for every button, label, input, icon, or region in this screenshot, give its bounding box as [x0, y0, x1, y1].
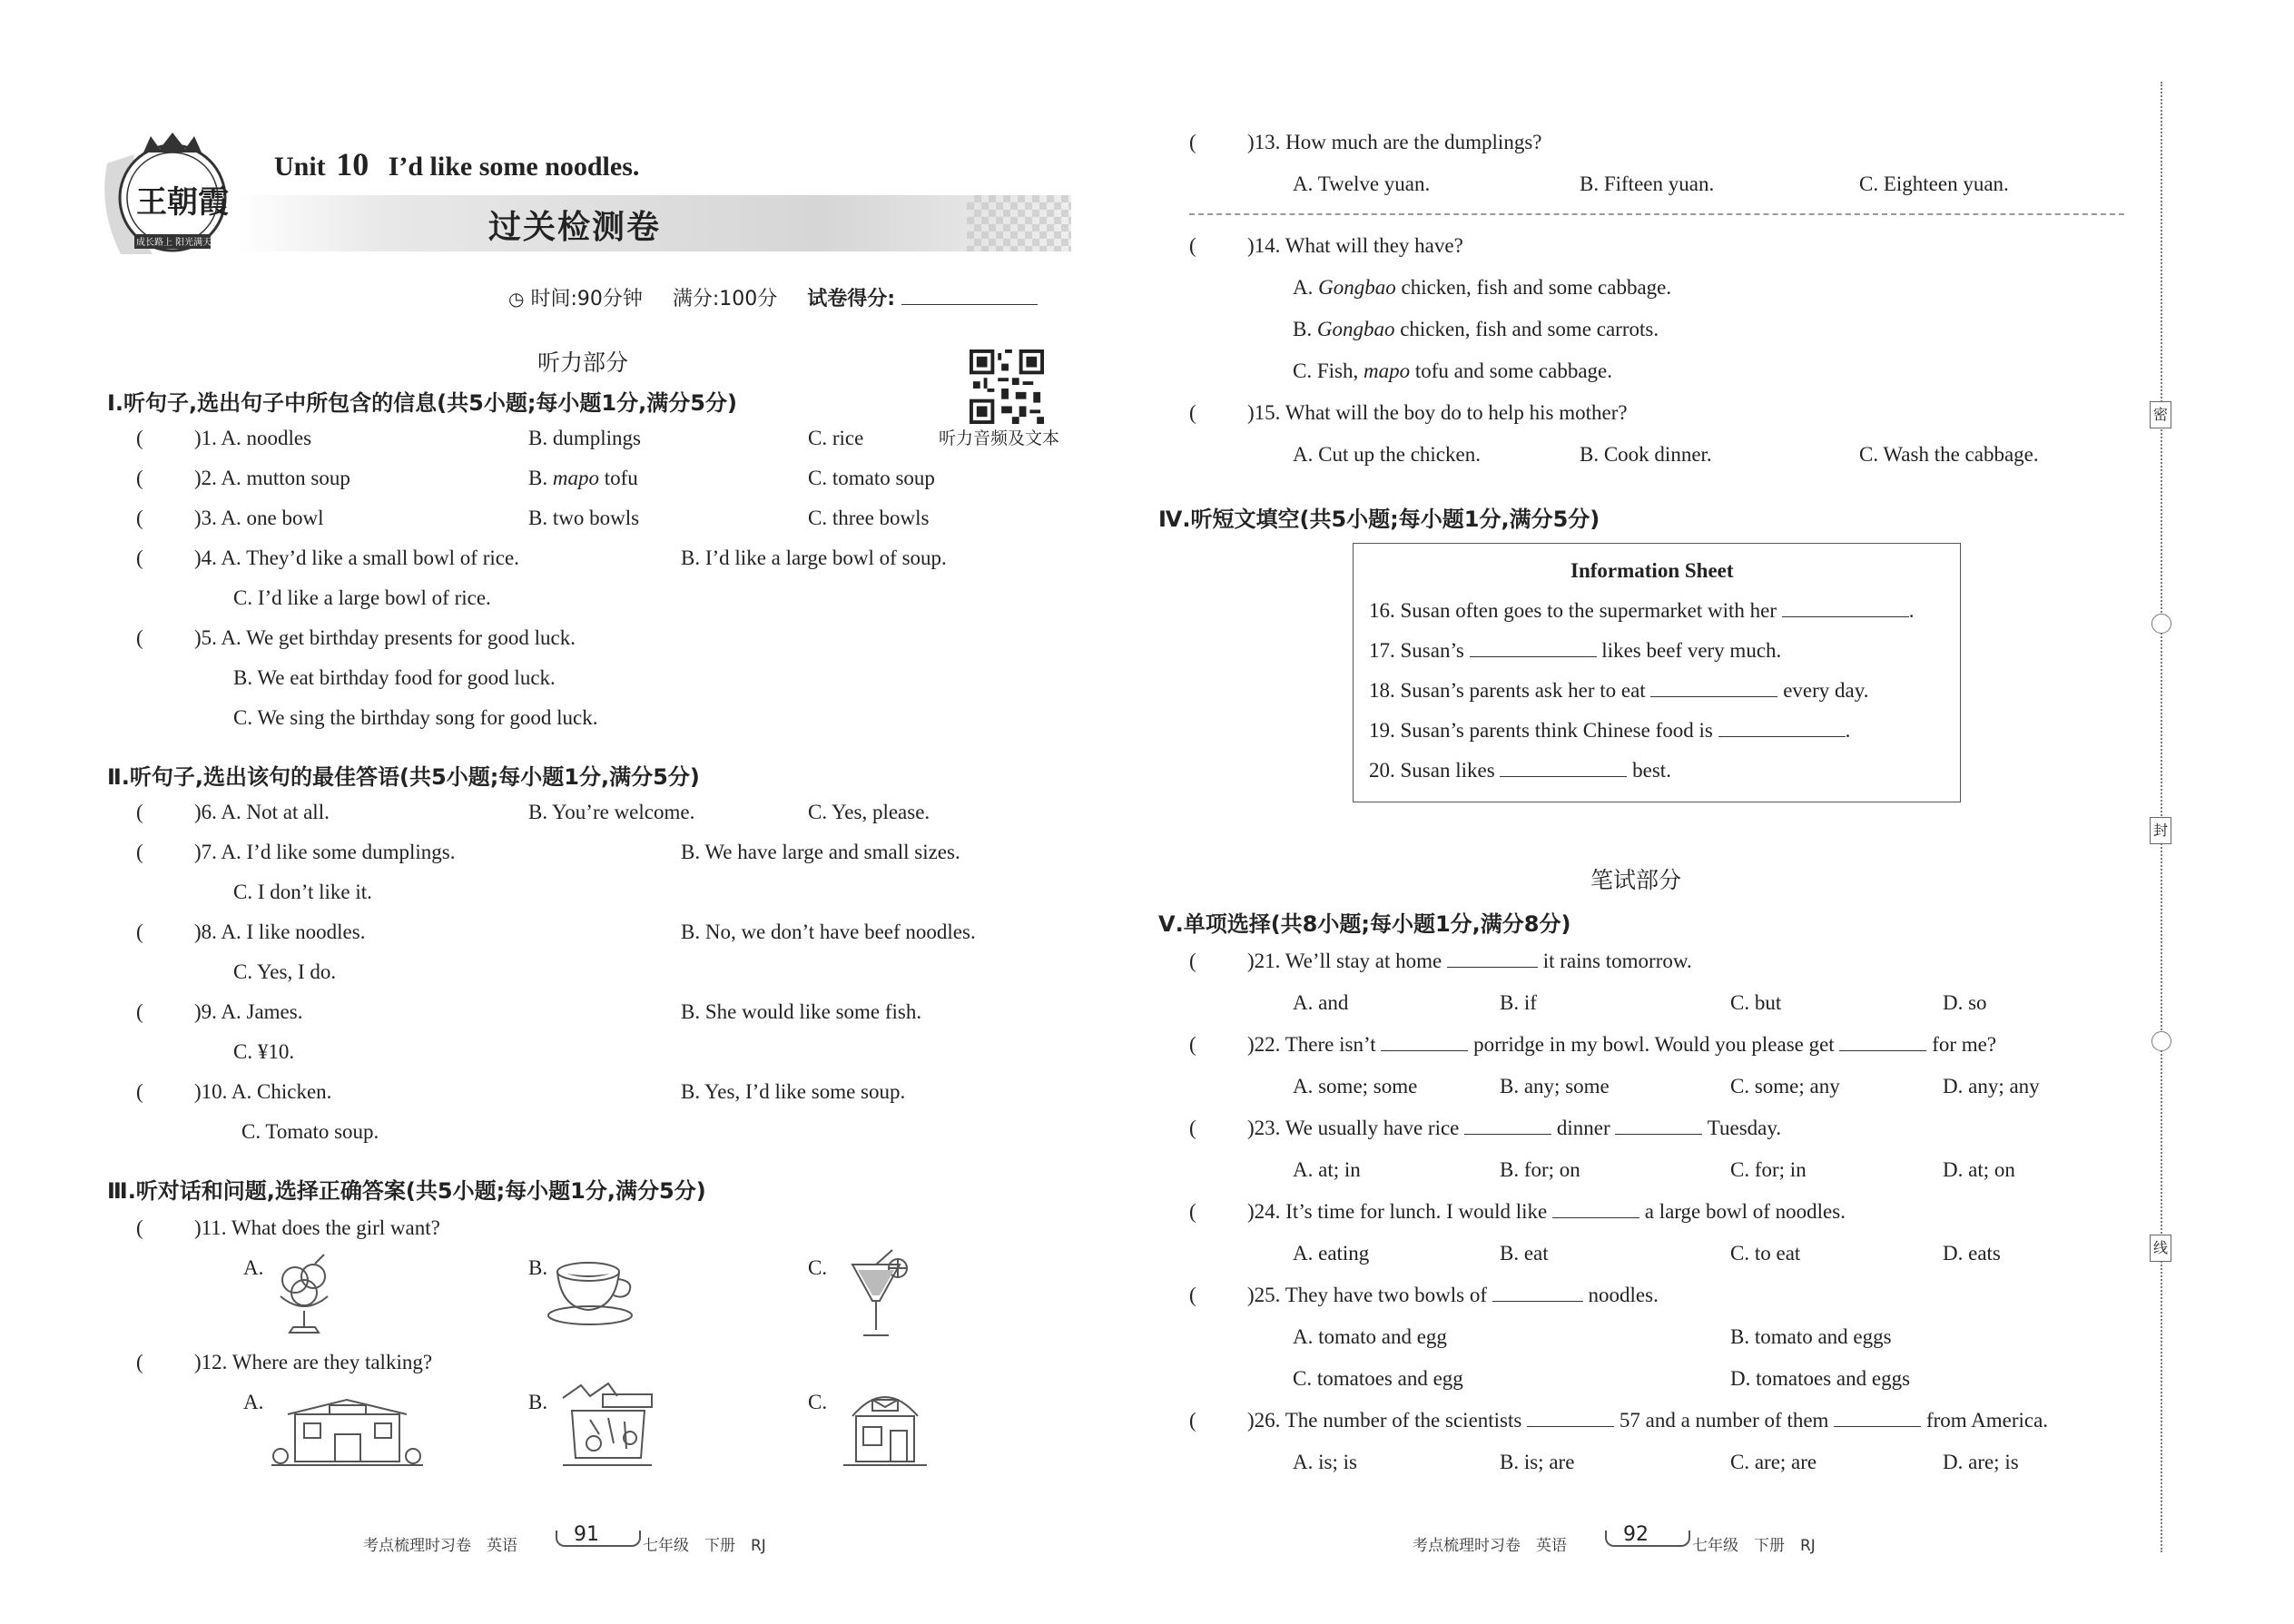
q9-option-b: B. She would like some fish.: [681, 1000, 922, 1023]
q15-stem: )15. What will the boy do to help his mother?: [1247, 401, 1628, 424]
q24-paren[interactable]: (: [1189, 1200, 1196, 1223]
q4-option-a: )4. A. They’d like a small bowl of rice.: [194, 546, 519, 569]
q14-paren[interactable]: (: [1189, 234, 1196, 257]
coffee-cup-icon[interactable]: [545, 1257, 640, 1330]
exam-time: 时间:90分钟: [530, 288, 643, 310]
q11-stem: )11. What does the girl want?: [194, 1216, 440, 1239]
q23-text-post: Tuesday.: [1707, 1117, 1782, 1139]
q12-stem: )12. Where are they talking?: [194, 1351, 433, 1373]
q23-option-a: A. at; in: [1293, 1158, 1361, 1181]
footer-left-book: 考点梳理时习卷 英语: [363, 1537, 517, 1555]
q3-paren[interactable]: (: [136, 507, 143, 529]
info-line-16: [1369, 599, 1915, 623]
q9-option-c: C. ¥10.: [233, 1040, 295, 1063]
q5-paren[interactable]: (: [136, 626, 143, 649]
q9-option-a: )9. A. James.: [194, 1000, 303, 1023]
q22-blank-1[interactable]: [1381, 1050, 1468, 1051]
q14-a-text: chicken, fish and some cabbage.: [1395, 276, 1672, 299]
q7-paren[interactable]: (: [136, 841, 143, 863]
unit-label: Unit: [274, 152, 326, 182]
q10-option-a: )10. A. Chicken.: [194, 1080, 332, 1103]
q25-stem: [1247, 1284, 1659, 1307]
q3-option-a: )3. A. one bowl: [194, 507, 324, 529]
section-1-heading: Ⅰ.听句子,选出句子中所包含的信息(共5小题;每小题1分,满分5分): [107, 390, 737, 416]
q13-row: [1189, 131, 1542, 154]
q24-option-c: C. to eat: [1730, 1242, 1801, 1265]
q22-paren[interactable]: (: [1189, 1033, 1196, 1056]
banner-checker-pattern: [967, 195, 1071, 251]
q24-option-d: D. eats: [1943, 1242, 2001, 1265]
section-3-heading: Ⅲ.听对话和问题,选择正确答案(共5小题;每小题1分,满分5分): [107, 1178, 706, 1204]
q7-row: [136, 841, 456, 864]
q11-label-b: B.: [528, 1256, 548, 1279]
binding-hole-1: [2151, 614, 2171, 634]
q26-blank-1[interactable]: [1527, 1426, 1614, 1427]
q3-row: [136, 507, 324, 530]
q21-text-post: it rains tomorrow.: [1542, 950, 1692, 972]
q21-paren[interactable]: (: [1189, 950, 1196, 972]
q11-label-c: C.: [808, 1256, 828, 1279]
section-2-heading: Ⅱ.听句子,选出该句的最佳答语(共5小题;每小题1分,满分5分): [107, 764, 700, 790]
qr-caption: 听力音频及文本: [939, 428, 1060, 448]
q24-option-b: B. eat: [1500, 1242, 1549, 1265]
q10-paren[interactable]: (: [136, 1080, 143, 1103]
q1-option-b: B. dumplings: [528, 427, 641, 449]
q25-option-c: C. tomatoes and egg: [1293, 1367, 1463, 1390]
q13-option-a: A. Twelve yuan.: [1293, 172, 1431, 195]
binding-hole-2: [2151, 1031, 2171, 1051]
question-divider: [1189, 213, 2124, 215]
q2-b-italic: mapo: [552, 467, 599, 489]
info-16-end: .: [1908, 599, 1915, 622]
q5-row: [136, 626, 576, 650]
q14-b-text: chicken, fish and some carrots.: [1394, 318, 1659, 340]
info-19-end: .: [1845, 719, 1851, 742]
q25-paren[interactable]: (: [1189, 1284, 1196, 1306]
q22-option-b: B. any; some: [1500, 1075, 1610, 1097]
q26-option-a: A. is; is: [1293, 1451, 1357, 1473]
q26-option-b: B. is; are: [1500, 1451, 1575, 1473]
q22-blank-2[interactable]: [1839, 1050, 1926, 1051]
q14-b-italic: Gongbao: [1316, 318, 1395, 340]
blank-20[interactable]: [1500, 776, 1627, 777]
q26-option-d: D. are; is: [1943, 1451, 2019, 1473]
q8-row: [136, 920, 366, 944]
q23-text-mid: dinner: [1556, 1117, 1610, 1139]
q8-option-b: B. No, we don’t have beef noodles.: [681, 920, 976, 943]
footer-left-page-number: 91: [574, 1523, 599, 1546]
q1-option-a: )1. A. noodles: [194, 427, 312, 449]
q22-text-post: for me?: [1932, 1033, 1997, 1056]
blank-19[interactable]: [1718, 736, 1846, 737]
q2-paren[interactable]: (: [136, 467, 143, 489]
q23-row: [1189, 1117, 1782, 1140]
q25-text-pre: )25. They have two bowls of: [1247, 1284, 1488, 1306]
q15-option-c: C. Wash the cabbage.: [1859, 443, 2039, 466]
footer-right-page-brace: [1605, 1530, 1690, 1547]
q12-label-b: B.: [528, 1391, 548, 1413]
q23-option-b: B. for; on: [1500, 1158, 1580, 1181]
q21-option-d: D. so: [1943, 991, 1987, 1014]
q12-label-a: A.: [243, 1391, 264, 1413]
info-20-end: best.: [1632, 759, 1671, 782]
q22-row: [1189, 1033, 1997, 1057]
binding-label-3: 线: [2150, 1235, 2171, 1262]
q12-paren[interactable]: (: [136, 1351, 143, 1373]
q6-option-b: B. You’re welcome.: [528, 801, 695, 823]
info-17-end: likes beef very much.: [1601, 639, 1782, 662]
q25-blank[interactable]: [1492, 1301, 1583, 1302]
q15-option-a: A. Cut up the chicken.: [1293, 443, 1481, 466]
q15-option-b: B. Cook dinner.: [1580, 443, 1712, 466]
q7-option-a: )7. A. I’d like some dumplings.: [194, 841, 456, 863]
qr-code-icon[interactable]: [970, 349, 1044, 424]
q23-paren[interactable]: (: [1189, 1117, 1196, 1139]
section-5-heading: Ⅴ.单项选择(共8小题;每小题1分,满分8分): [1158, 911, 1571, 937]
q8-paren[interactable]: (: [136, 920, 143, 943]
q22-option-a: A. some; some: [1293, 1075, 1418, 1097]
binding-label-2: 封: [2150, 817, 2171, 844]
q10-option-c: C. Tomato soup.: [241, 1120, 379, 1143]
blank-16[interactable]: [1782, 616, 1909, 617]
exam-full-score: 满分:100分: [672, 288, 778, 310]
q14-a-italic: Gongbao: [1318, 276, 1396, 299]
q24-option-a: A. eating: [1293, 1242, 1370, 1265]
q25-option-b: B. tomato and eggs: [1730, 1325, 1892, 1348]
q15-row: [1189, 401, 1628, 425]
q2-row: [136, 467, 350, 490]
q8-option-c: C. Yes, I do.: [233, 960, 337, 983]
q5-option-a: )5. A. We get birthday presents for good luck.: [194, 626, 576, 649]
q14-option-c: [1293, 359, 1612, 383]
q22-option-c: C. some; any: [1730, 1075, 1840, 1097]
q24-blank[interactable]: [1552, 1217, 1639, 1218]
q25-option-d: D. tomatoes and eggs: [1730, 1367, 1911, 1390]
q14-c-prefix: C. Fish,: [1293, 359, 1364, 382]
q25-row: [1189, 1284, 1659, 1307]
info-line-19: [1369, 719, 1850, 743]
q24-text-pre: )24. It’s time for lunch. I would like: [1247, 1200, 1548, 1223]
q2-option-a: )2. A. mutton soup: [194, 467, 350, 489]
q6-option-c: C. Yes, please.: [808, 801, 930, 823]
q8-option-a: )8. A. I like noodles.: [194, 920, 366, 943]
writing-part-title: 笔试部分: [1590, 867, 1682, 893]
q13-option-c: C. Eighteen yuan.: [1859, 172, 2009, 195]
q12-label-c: C.: [808, 1391, 828, 1413]
blank-18[interactable]: [1650, 696, 1777, 697]
q26-text-mid: 57 and a number of them: [1619, 1409, 1829, 1432]
info-18-end: every day.: [1783, 679, 1869, 702]
q23-blank-2[interactable]: [1615, 1134, 1702, 1135]
ice-cream-sundae-icon[interactable]: [268, 1253, 340, 1339]
q23-option-d: D. at; on: [1943, 1158, 2015, 1181]
q13-option-b: B. Fifteen yuan.: [1580, 172, 1715, 195]
q4-paren[interactable]: (: [136, 546, 143, 569]
footer-right-page-number: 92: [1623, 1523, 1649, 1546]
q5-option-b: B. We eat birthday food for good luck.: [233, 666, 556, 689]
info-18-text: 18. Susan’s parents ask her to eat: [1369, 679, 1646, 702]
footer-left-grade: 七年级 下册 RJ: [643, 1537, 766, 1555]
section-4-heading: Ⅳ.听短文填空(共5小题;每小题1分,满分5分): [1158, 507, 1600, 532]
q24-row: [1189, 1200, 1846, 1224]
q2-option-c: C. tomato soup: [808, 467, 935, 489]
q14-c-italic: mapo: [1363, 359, 1411, 382]
q25-text-post: noodles.: [1588, 1284, 1659, 1306]
q22-option-d: D. any; any: [1943, 1075, 2040, 1097]
q11-label-a: A.: [243, 1256, 264, 1279]
footer-right-book: 考点梳理时习卷 英语: [1413, 1537, 1567, 1555]
info-17-text: 17. Susan’s: [1369, 639, 1464, 662]
footer-left-page-brace: [556, 1530, 641, 1547]
exam-score-label: 试卷得分:: [807, 288, 896, 310]
info-line-18: [1369, 679, 1868, 703]
q10-row: [136, 1080, 332, 1104]
q1-row: [136, 427, 312, 450]
brand-slogan: 成长路上 阳光满天: [136, 238, 212, 248]
footer-right-grade: 七年级 下册 RJ: [1692, 1537, 1816, 1555]
q26-blank-2[interactable]: [1834, 1426, 1921, 1427]
q11-paren[interactable]: (: [136, 1216, 143, 1239]
blank-17[interactable]: [1470, 656, 1597, 657]
q23-option-c: C. for; in: [1730, 1158, 1807, 1181]
q23-stem: [1247, 1117, 1781, 1140]
house-shop-icon[interactable]: [840, 1380, 930, 1471]
q2-b-prefix: B.: [528, 467, 553, 489]
q21-row: [1189, 950, 1692, 973]
q7-option-c: C. I don’t like it.: [233, 881, 372, 903]
q13-stem: )13. How much are the dumplings?: [1247, 131, 1542, 153]
info-16-text: 16. Susan often goes to the supermarket with her: [1369, 599, 1777, 622]
q4-option-c: C. I’d like a large bowl of rice.: [233, 586, 491, 609]
q22-stem: [1247, 1033, 1996, 1057]
banner-title: 过关检测卷: [488, 209, 662, 246]
q14-row: [1189, 234, 1463, 258]
q21-text-pre: )21. We’ll stay at home: [1247, 950, 1442, 972]
q6-option-a: )6. A. Not at all.: [194, 801, 330, 823]
q9-paren[interactable]: (: [136, 1000, 143, 1023]
q6-row: [136, 801, 330, 824]
clock-icon: ◷: [508, 288, 525, 310]
q4-row: [136, 546, 519, 570]
unit-number: 10: [336, 146, 369, 182]
q21-stem: [1247, 950, 1692, 973]
q5-option-c: C. We sing the birthday song for good luck.: [233, 706, 598, 729]
info-19-text: 19. Susan’s parents think Chinese food is: [1369, 719, 1713, 742]
q6-paren[interactable]: (: [136, 801, 143, 823]
brand-name: 王朝霞: [136, 184, 229, 221]
q23-text-pre: )23. We usually have rice: [1247, 1117, 1460, 1139]
exam-score-field[interactable]: [901, 304, 1038, 305]
q3-option-c: C. three bowls: [808, 507, 930, 529]
q9-row: [136, 1000, 303, 1024]
unit-heading: [274, 145, 639, 183]
q26-text-post: from America.: [1925, 1409, 2049, 1432]
listening-part-title: 听力部分: [537, 349, 629, 376]
q10-option-b: B. Yes, I’d like some soup.: [681, 1080, 906, 1103]
q21-option-c: C. but: [1730, 991, 1782, 1014]
information-sheet-title: Information Sheet: [1570, 559, 1734, 582]
info-line-17: [1369, 639, 1781, 663]
q14-stem: )14. What will they have?: [1247, 234, 1463, 257]
q12-row: [136, 1351, 433, 1374]
unit-title: I’d like some noodles.: [388, 152, 640, 182]
q11-row: [136, 1216, 440, 1240]
restaurant-building-icon[interactable]: [268, 1387, 427, 1473]
q25-option-a: A. tomato and egg: [1293, 1325, 1447, 1348]
q22-text-pre: )22. There isn’t: [1247, 1033, 1376, 1056]
q21-blank[interactable]: [1447, 967, 1538, 968]
q14-option-a: A. Gongbao chicken, fish and some cabbage.: [1293, 276, 1672, 299]
q26-paren[interactable]: (: [1189, 1409, 1196, 1432]
q22-text-mid: porridge in my bowl. Would you please get: [1473, 1033, 1835, 1056]
q26-option-c: C. are; are: [1730, 1451, 1817, 1473]
q14-option-b: B. Gongbao chicken, fish and some carrots.: [1293, 318, 1659, 340]
q7-option-b: B. We have large and small sizes.: [681, 841, 960, 863]
q14-c-text: tofu and some cabbage.: [1410, 359, 1613, 382]
q24-text-post: a large bowl of noodles.: [1644, 1200, 1846, 1223]
q1-option-c: C. rice: [808, 427, 864, 449]
q21-option-a: A. and: [1293, 991, 1349, 1014]
q2-option-b: [528, 467, 638, 490]
q26-stem: [1247, 1409, 2048, 1432]
info-20-text: 20. Susan likes: [1369, 759, 1495, 782]
info-line-20: [1369, 759, 1671, 782]
q21-option-b: B. if: [1500, 991, 1537, 1014]
q26-row: [1189, 1409, 2049, 1432]
q1-paren[interactable]: (: [136, 427, 143, 449]
q26-text-pre: )26. The number of the scientists: [1247, 1409, 1522, 1432]
juice-glass-icon[interactable]: [840, 1248, 912, 1343]
q2-b-suffix: tofu: [598, 467, 638, 489]
q24-stem: [1247, 1200, 1846, 1224]
exam-info: [508, 283, 1038, 311]
q4-option-b: B. I’d like a large bowl of soup.: [681, 546, 947, 569]
q3-option-b: B. two bowls: [528, 507, 640, 529]
market-stall-icon[interactable]: [554, 1380, 658, 1471]
q23-blank-1[interactable]: [1464, 1134, 1551, 1135]
binding-label-1: 密: [2150, 401, 2171, 428]
q13-paren[interactable]: (: [1189, 131, 1196, 153]
q15-paren[interactable]: (: [1189, 401, 1196, 424]
